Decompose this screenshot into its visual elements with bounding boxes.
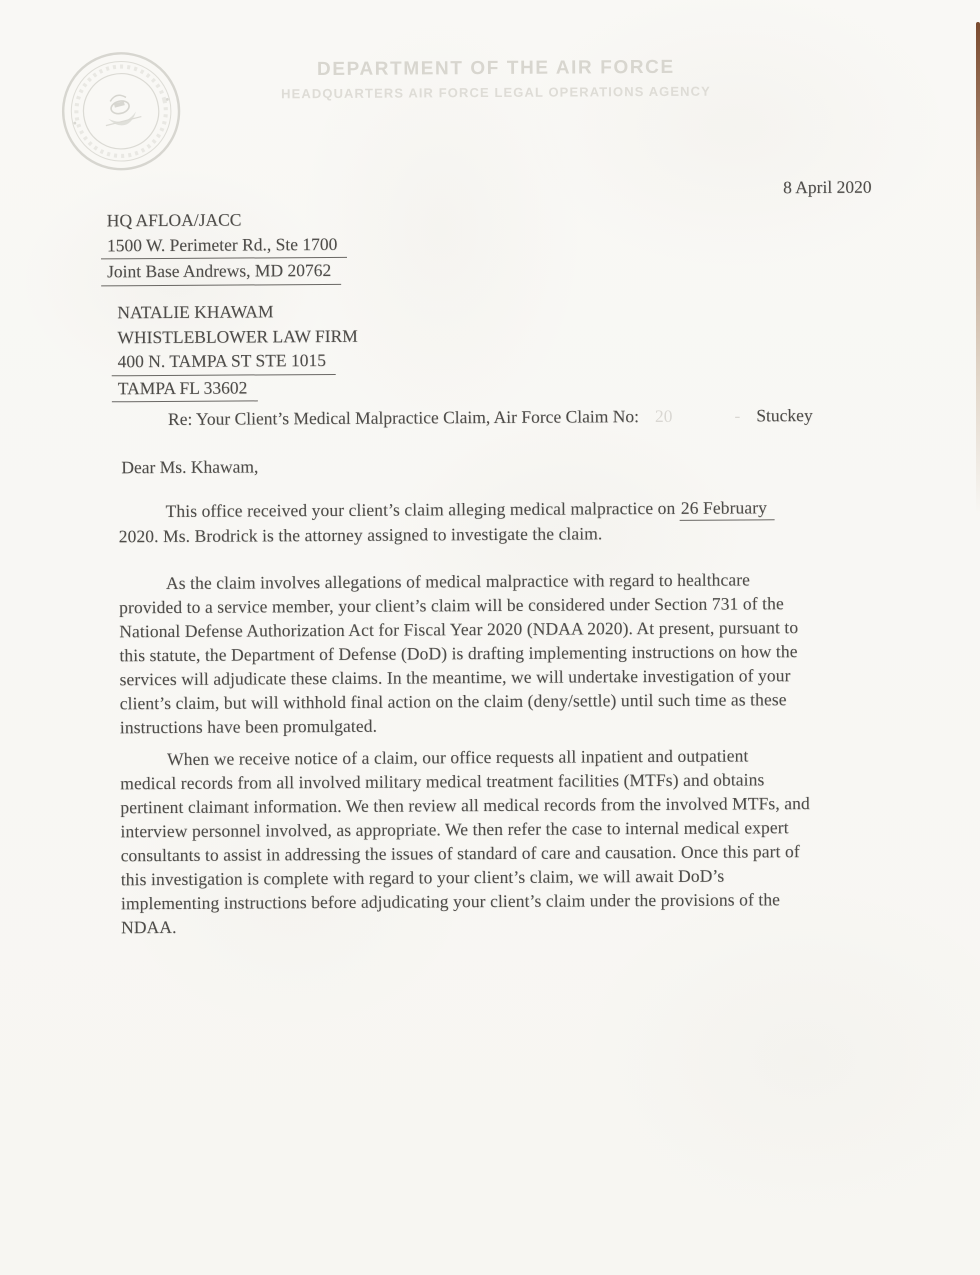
subject-line — [168, 405, 813, 430]
paragraph-line: instructions have been promulgated. — [119, 715, 378, 738]
address-line: NATALIE KHAWAM — [117, 301, 274, 323]
paragraph — [118, 495, 767, 548]
paragraph-line: As the claim involves allegations of medical malpractice with regard to healthcare — [165, 569, 751, 593]
salutation: Dear Ms. Khawam, — [121, 456, 259, 478]
air-force-seal-icon — [44, 35, 197, 188]
paragraph-line: services will adjudicate these claims. In the meantime, we will undertake investigation of your — [119, 665, 791, 690]
address-line: Joint Base Andrews, MD 20762 — [107, 258, 348, 286]
address-line: HQ AFLOA/JACC — [106, 209, 242, 231]
paragraph — [119, 567, 799, 739]
recipient-address-block — [117, 299, 358, 402]
address-line: TAMPA FL 33602 — [118, 374, 359, 402]
sender-address-block — [107, 207, 348, 286]
letter-date: 8 April 2020 — [783, 176, 872, 198]
address-line: 1500 W. Perimeter Rd., Ste 1700 — [107, 231, 348, 259]
claim-number-faint: 20 — [654, 405, 673, 426]
paragraph-line: consultants to assist in addressing the issues of standard of care and causation. Once this part of — [120, 841, 800, 866]
paragraph-line: this investigation is complete with regard to your client’s claim, we will await DoD’s — [120, 865, 725, 890]
paragraph-line: NDAA. — [121, 916, 177, 938]
address-line: 400 N. TAMPA ST STE 1015 — [118, 348, 359, 376]
paragraph-line: client’s claim, but will withhold final action on the claim (deny/settle) until such time as these — [119, 689, 787, 714]
paragraph-line: National Defense Authorization Act for Fiscal Year 2020 (NDAA 2020). At present, pursuant to — [119, 617, 799, 642]
address-line: WHISTLEBLOWER LAW FIRM — [117, 325, 358, 347]
paragraph — [120, 743, 811, 939]
paragraph-line: medical records from all involved military medical treatment facilities (MTFs) and obtains — [120, 769, 765, 794]
paragraph-line: implementing instructions before adjudicating your client’s claim under the provisions of the — [120, 889, 781, 914]
subject-text: Re: Your Client’s Medical Malpractice Claim, Air Force Claim No: — [167, 406, 640, 429]
letterhead-line1: DEPARTMENT OF THE AIR FORCE — [316, 56, 675, 81]
claimant-name: Stuckey — [756, 405, 813, 426]
letterhead — [6, 55, 980, 103]
paragraph-line: this statute, the Department of Defense (DoD) is drafting implementing instructions on how the — [119, 641, 798, 666]
paragraph-line: provided to a service member, your client’s claim will be considered under Section 731 of the — [119, 593, 784, 618]
paragraph-line: pertinent claimant information. We then review all medical records from the involved MTFs, and — [120, 793, 810, 818]
letterhead-line2: HEADQUARTERS AIR FORCE LEGAL OPERATIONS AGENCY — [281, 83, 711, 102]
paragraph-line: 2020. Ms. Brodrick is the attorney assigned to investigate the claim. — [118, 523, 603, 547]
paragraph-line: When we receive notice of a claim, our office requests all inpatient and outpatient — [167, 745, 749, 769]
paragraph-line: This office received your client’s claim alleging medical malpractice on 26 February — [118, 495, 767, 524]
paragraph-line: interview personnel involved, as appropriate. We then refer the case to internal medical expert — [120, 817, 789, 842]
claim-number-faint-2: - — [734, 405, 741, 426]
